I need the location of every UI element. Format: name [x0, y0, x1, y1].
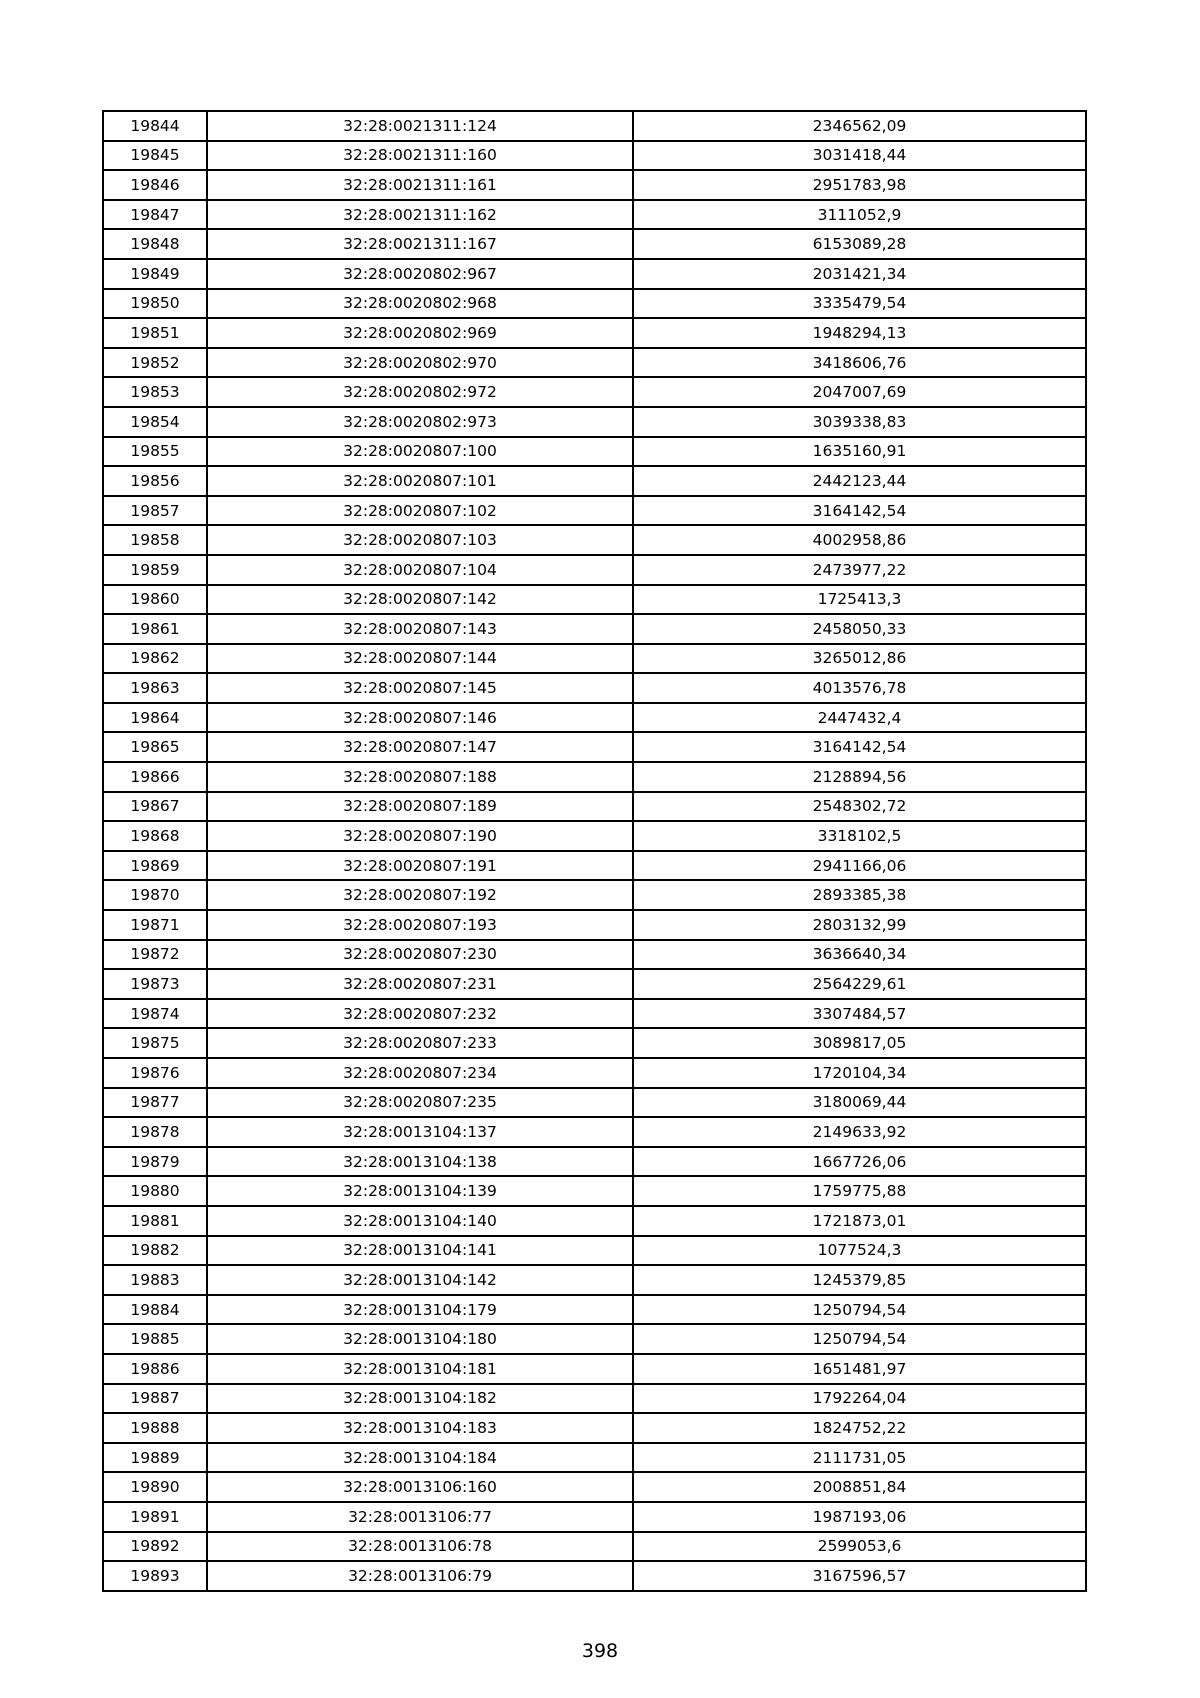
cadastral-number-cell: 32:28:0020807:145: [207, 673, 633, 703]
value-cell: 3318102,5: [633, 821, 1086, 851]
table-row: [103, 762, 1086, 792]
cadastral-number-cell: 32:28:0020802:972: [207, 377, 633, 407]
table-row: [103, 851, 1086, 881]
row-number-cell: 19866: [103, 762, 207, 792]
value-cell: 2941166,06: [633, 851, 1086, 881]
table-row: [103, 496, 1086, 526]
table-row: [103, 1413, 1086, 1443]
table-row: [103, 1532, 1086, 1562]
value-cell: 2458050,33: [633, 614, 1086, 644]
value-cell: 3265012,86: [633, 644, 1086, 674]
value-cell: 1250794,54: [633, 1324, 1086, 1354]
row-number-cell: 19856: [103, 466, 207, 496]
cadastral-number-cell: 32:28:0020807:189: [207, 792, 633, 822]
value-cell: 1721873,01: [633, 1206, 1086, 1236]
table-row: [103, 555, 1086, 585]
table-row: [103, 1324, 1086, 1354]
row-number-cell: 19848: [103, 229, 207, 259]
cadastral-number-cell: 32:28:0020807:147: [207, 732, 633, 762]
value-cell: 1720104,34: [633, 1058, 1086, 1088]
row-number-cell: 19893: [103, 1561, 207, 1591]
table-row: [103, 1117, 1086, 1147]
cadastral-number-cell: 32:28:0013104:140: [207, 1206, 633, 1236]
cadastral-number-cell: 32:28:0020802:970: [207, 348, 633, 378]
value-cell: 3164142,54: [633, 732, 1086, 762]
row-number-cell: 19884: [103, 1295, 207, 1325]
table-row: [103, 644, 1086, 674]
table-row: [103, 969, 1086, 999]
value-cell: 4002958,86: [633, 525, 1086, 555]
cadastral-number-cell: 32:28:0020807:102: [207, 496, 633, 526]
value-cell: 2346562,09: [633, 111, 1086, 141]
value-cell: 1250794,54: [633, 1295, 1086, 1325]
value-cell: 2442123,44: [633, 466, 1086, 496]
table-row: [103, 111, 1086, 141]
cadastral-number-cell: 32:28:0020807:235: [207, 1088, 633, 1118]
table-row: [103, 1176, 1086, 1206]
value-cell: 3307484,57: [633, 999, 1086, 1029]
cadastral-number-cell: 32:28:0013104:183: [207, 1413, 633, 1443]
row-number-cell: 19857: [103, 496, 207, 526]
row-number-cell: 19888: [103, 1413, 207, 1443]
cadastral-number-cell: 32:28:0020807:234: [207, 1058, 633, 1088]
row-number-cell: 19868: [103, 821, 207, 851]
value-cell: 2149633,92: [633, 1117, 1086, 1147]
cadastral-number-cell: 32:28:0020807:144: [207, 644, 633, 674]
table-row: [103, 437, 1086, 467]
value-cell: 3111052,9: [633, 200, 1086, 230]
table-row: [103, 1443, 1086, 1473]
row-number-cell: 19872: [103, 940, 207, 970]
cadastral-number-cell: 32:28:0020802:969: [207, 318, 633, 348]
table-row: [103, 1354, 1086, 1384]
row-number-cell: 19850: [103, 289, 207, 319]
value-cell: 3418606,76: [633, 348, 1086, 378]
table-row: [103, 792, 1086, 822]
row-number-cell: 19858: [103, 525, 207, 555]
table-row: [103, 1206, 1086, 1236]
table-row: [103, 141, 1086, 171]
row-number-cell: 19849: [103, 259, 207, 289]
cadastral-number-cell: 32:28:0020807:104: [207, 555, 633, 585]
cadastral-number-cell: 32:28:0013104:137: [207, 1117, 633, 1147]
table-row: [103, 229, 1086, 259]
value-cell: 2473977,22: [633, 555, 1086, 585]
cadastral-number-cell: 32:28:0020802:967: [207, 259, 633, 289]
table-row: [103, 940, 1086, 970]
value-cell: 1725413,3: [633, 585, 1086, 615]
cadastral-number-cell: 32:28:0020802:968: [207, 289, 633, 319]
cadastral-number-cell: 32:28:0021311:161: [207, 170, 633, 200]
value-cell: 1987193,06: [633, 1502, 1086, 1532]
value-cell: 1948294,13: [633, 318, 1086, 348]
cadastral-number-cell: 32:28:0020807:232: [207, 999, 633, 1029]
value-cell: 3167596,57: [812, 1566, 907, 1585]
value-cell: 2893385,38: [633, 880, 1086, 910]
row-number-cell: 19890: [103, 1472, 207, 1502]
row-number-cell: 19877: [103, 1088, 207, 1118]
row-number-cell: 19853: [103, 377, 207, 407]
row-number-cell: 19861: [103, 614, 207, 644]
row-number-cell: 19865: [103, 732, 207, 762]
page-number: 398: [581, 1640, 619, 1662]
value-cell: 2548302,72: [633, 792, 1086, 822]
row-number-cell: 19885: [103, 1324, 207, 1354]
row-number-cell: 19870: [103, 880, 207, 910]
row-number-cell: 19876: [103, 1058, 207, 1088]
table-row: [103, 821, 1086, 851]
table-row: [103, 259, 1086, 289]
cadastral-value-table: [102, 110, 1087, 1592]
cadastral-number-cell: 32:28:0013104:180: [207, 1324, 633, 1354]
row-number-cell: 19852: [103, 348, 207, 378]
table-row: [103, 1384, 1086, 1414]
value-cell: 6153089,28: [633, 229, 1086, 259]
value-cell: 2047007,69: [633, 377, 1086, 407]
table-row: [103, 377, 1086, 407]
row-number-cell: 19862: [103, 644, 207, 674]
table-row: [103, 1058, 1086, 1088]
value-cell: 1245379,85: [633, 1265, 1086, 1295]
cadastral-number-cell: 32:28:0020807:143: [207, 614, 633, 644]
table-row: [103, 525, 1086, 555]
cadastral-number-cell: 32:28:0021311:160: [207, 141, 633, 171]
table-row: [103, 703, 1086, 733]
value-cell: 1077524,3: [633, 1236, 1086, 1266]
table-row: [103, 1028, 1086, 1058]
row-number-cell: 19892: [103, 1532, 207, 1562]
row-number-cell: 19854: [103, 407, 207, 437]
cadastral-number-cell: 32:28:0013104:138: [207, 1147, 633, 1177]
row-number-cell: 19883: [103, 1265, 207, 1295]
cadastral-number-cell: 32:28:0020807:233: [207, 1028, 633, 1058]
row-number-cell: 19878: [103, 1117, 207, 1147]
table-row: [103, 1265, 1086, 1295]
cadastral-number-cell: 32:28:0020807:101: [207, 466, 633, 496]
row-number-cell: 19887: [103, 1384, 207, 1414]
value-cell: 2111731,05: [633, 1443, 1086, 1473]
cadastral-number-cell: 32:28:0013104:184: [207, 1443, 633, 1473]
value-cell: 2447432,4: [633, 703, 1086, 733]
table-row: [103, 1472, 1086, 1502]
row-number-cell: 19855: [103, 437, 207, 467]
cadastral-number-cell: 32:28:0020807:142: [207, 585, 633, 615]
value-cell: 1824752,22: [633, 1413, 1086, 1443]
value-cell: 2008851,84: [633, 1472, 1086, 1502]
cadastral-number-cell: 32:28:0020807:231: [207, 969, 633, 999]
table-row: [103, 673, 1086, 703]
cadastral-number-cell: 32:28:0013104:139: [207, 1176, 633, 1206]
cadastral-number-cell: 32:28:0013106:79: [207, 1561, 633, 1591]
value-cell: 1667726,06: [633, 1147, 1086, 1177]
table-row: [103, 732, 1086, 762]
value-cell: 3180069,44: [633, 1088, 1086, 1118]
cadastral-number-cell: 32:28:0021311:167: [207, 229, 633, 259]
table-row: [103, 407, 1086, 437]
value-cell: 3039338,83: [633, 407, 1086, 437]
cadastral-number-cell: 32:28:0021311:124: [207, 111, 633, 141]
row-number-cell: 19871: [103, 910, 207, 940]
value-cell: 4013576,78: [633, 673, 1086, 703]
table-row: [103, 910, 1086, 940]
row-number-cell: 19880: [103, 1176, 207, 1206]
cadastral-number-cell: 32:28:0020807:103: [207, 525, 633, 555]
row-number-cell: 19864: [103, 703, 207, 733]
cadastral-number-cell: 32:28:0013104:181: [207, 1354, 633, 1384]
cadastral-number-cell: 32:28:0020807:193: [207, 910, 633, 940]
cadastral-number-cell: 32:28:0013104:182: [207, 1384, 633, 1414]
row-number-cell: 19881: [103, 1206, 207, 1236]
row-number-cell: 19882: [103, 1236, 207, 1266]
table-row: [103, 1295, 1086, 1325]
row-number-cell: 19863: [103, 673, 207, 703]
value-cell: 1651481,97: [633, 1354, 1086, 1384]
row-number-cell: 19845: [103, 141, 207, 171]
row-number-cell: 19889: [103, 1443, 207, 1473]
cadastral-number-cell: 32:28:0020802:973: [207, 407, 633, 437]
value-cell: 1759775,88: [633, 1176, 1086, 1206]
value-cell: 3031418,44: [633, 141, 1086, 171]
table-row: [103, 1236, 1086, 1266]
cadastral-number-cell: 32:28:0013104:179: [207, 1295, 633, 1325]
value-cell: 2599053,6: [633, 1532, 1086, 1562]
value-cell: 3636640,34: [633, 940, 1086, 970]
table-row: [103, 170, 1086, 200]
cadastral-number-cell: 32:28:0020807:230: [207, 940, 633, 970]
row-number-cell: 19891: [103, 1502, 207, 1532]
table-row: [103, 585, 1086, 615]
value-cell: 2031421,34: [633, 259, 1086, 289]
cadastral-number-cell: 32:28:0013106:160: [207, 1472, 633, 1502]
value-cell: 2951783,98: [633, 170, 1086, 200]
row-number-cell: 19859: [103, 555, 207, 585]
row-number-cell: 19844: [103, 111, 207, 141]
table-row: [103, 880, 1086, 910]
table-row: [103, 1088, 1086, 1118]
value-cell: 3089817,05: [633, 1028, 1086, 1058]
table-row: [103, 614, 1086, 644]
row-number-cell: 19851: [103, 318, 207, 348]
value-cell: 3335479,54: [633, 289, 1086, 319]
cadastral-number-cell: 32:28:0013106:77: [207, 1502, 633, 1532]
table-row: [103, 200, 1086, 230]
value-cell: 1792264,04: [633, 1384, 1086, 1414]
value-cell: 3164142,54: [633, 496, 1086, 526]
table-row: [103, 1147, 1086, 1177]
value-cell: 2128894,56: [633, 762, 1086, 792]
cadastral-number-cell: 32:28:0013106:78: [207, 1532, 633, 1562]
table-row: [103, 289, 1086, 319]
row-number-cell: 19879: [103, 1147, 207, 1177]
row-number-cell: 19860: [103, 585, 207, 615]
row-number-cell: 19869: [103, 851, 207, 881]
table-row: [103, 999, 1086, 1029]
row-number-cell: 19873: [103, 969, 207, 999]
row-number-cell: 19874: [103, 999, 207, 1029]
table-row: [103, 1502, 1086, 1532]
cadastral-number-cell: 32:28:0013104:142: [207, 1265, 633, 1295]
cadastral-number-cell: 32:28:0020807:192: [207, 880, 633, 910]
cadastral-number-cell: 32:28:0021311:162: [207, 200, 633, 230]
table-row: [103, 318, 1086, 348]
row-number-cell: 19846: [103, 170, 207, 200]
value-cell: 2564229,61: [633, 969, 1086, 999]
row-number-cell: 19886: [103, 1354, 207, 1384]
table-row: [103, 348, 1086, 378]
cadastral-number-cell: 32:28:0020807:188: [207, 762, 633, 792]
cadastral-number-cell: 32:28:0020807:146: [207, 703, 633, 733]
cadastral-number-cell: 32:28:0020807:100: [207, 437, 633, 467]
value-cell: 1635160,91: [633, 437, 1086, 467]
table-row: [103, 466, 1086, 496]
cadastral-number-cell: 32:28:0013104:141: [207, 1236, 633, 1266]
table-body: [103, 111, 1086, 1591]
cadastral-number-cell: 32:28:0020807:191: [207, 851, 633, 881]
table-row: [103, 1561, 1086, 1591]
row-number-cell: 19875: [103, 1028, 207, 1058]
row-number-cell: 19847: [103, 200, 207, 230]
row-number-cell: 19867: [103, 792, 207, 822]
cadastral-number-cell: 32:28:0020807:190: [207, 821, 633, 851]
value-cell: 2803132,99: [633, 910, 1086, 940]
